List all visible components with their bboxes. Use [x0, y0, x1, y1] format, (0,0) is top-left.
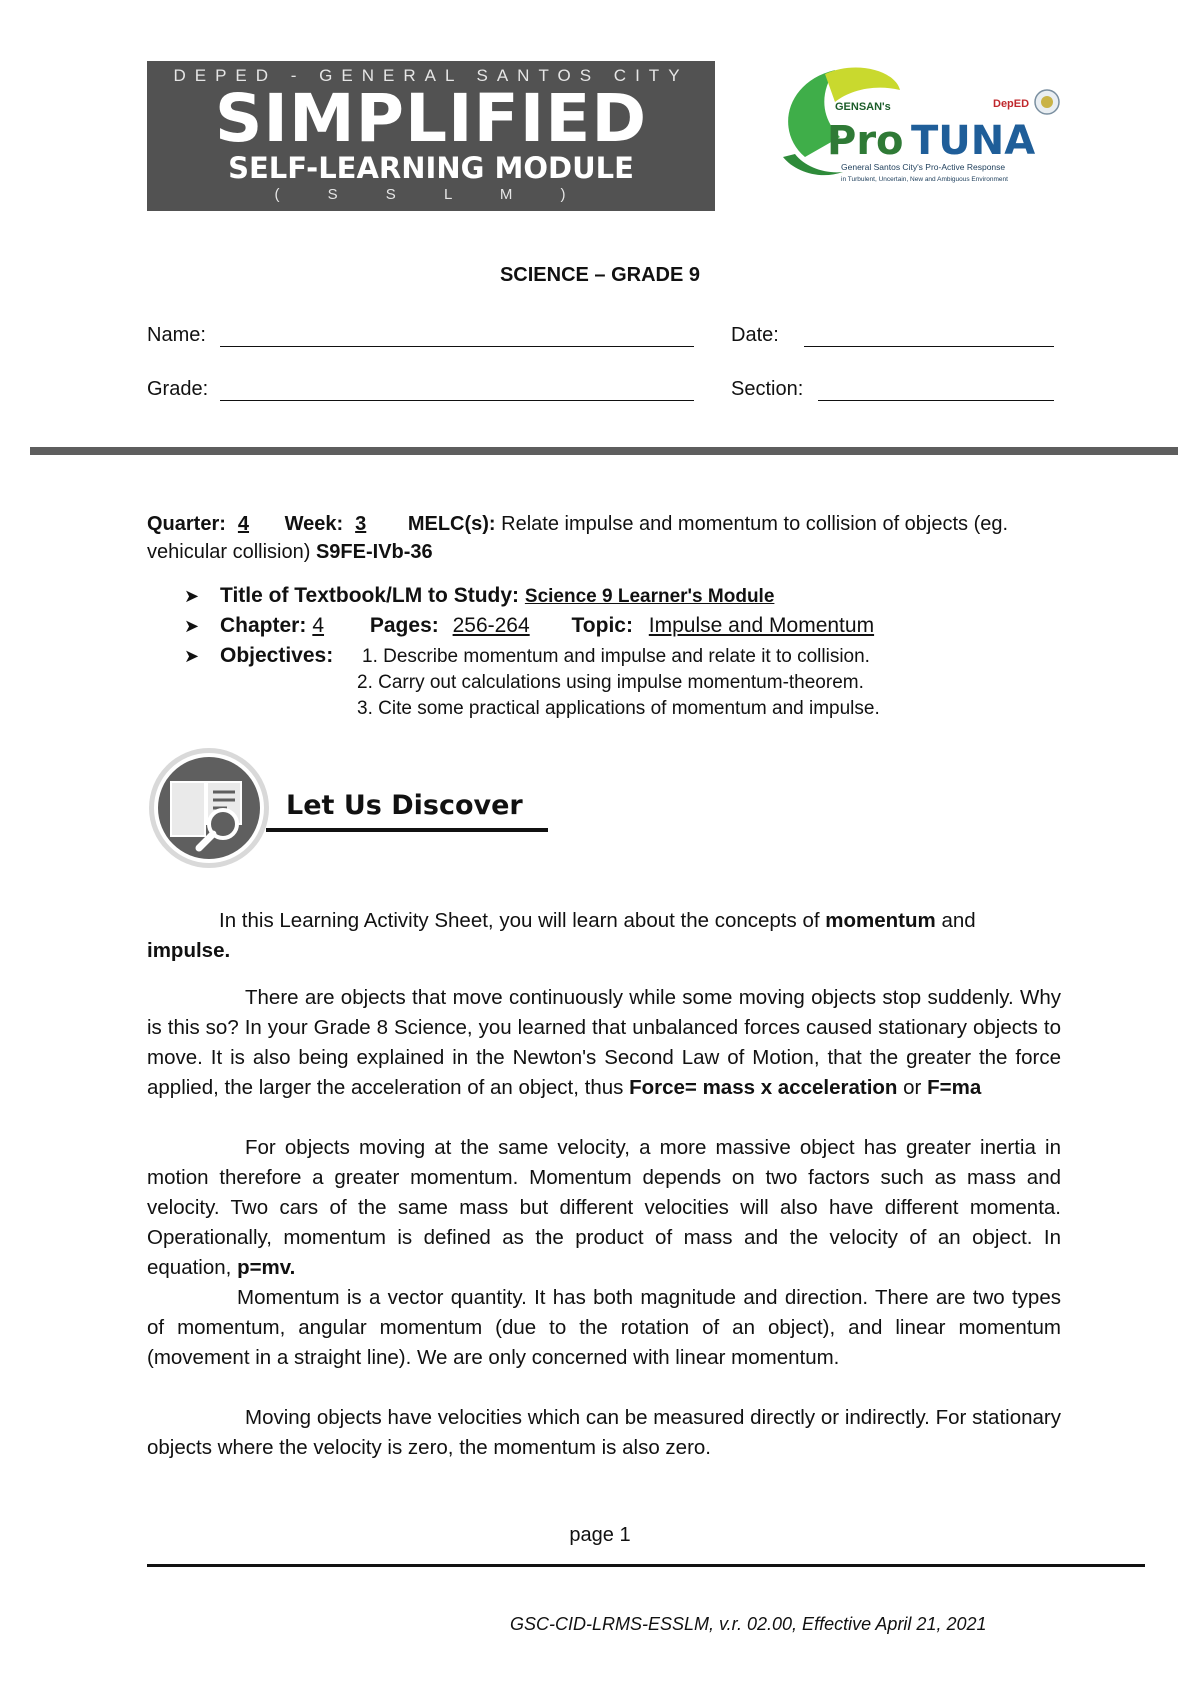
melc-code: S9FE-IVb-36 [315, 541, 433, 563]
arrow-bullet-icon: ➤ [184, 586, 200, 606]
pages-label: Pages: [369, 614, 439, 637]
paragraph-1 [147, 983, 1061, 1103]
logo-tuna: TUNA [911, 118, 1036, 164]
pages-value: 256-264 [452, 614, 530, 637]
paragraph-2-bold: p=mv. [237, 1256, 296, 1279]
paragraph-3 [147, 1283, 1061, 1373]
intro-and: and [941, 909, 976, 932]
intro-bold-2: impulse. [147, 939, 231, 962]
protuna-logo [765, 62, 1065, 202]
banner-title: SIMPLIFIED [214, 79, 648, 157]
subject-heading: SCIENCE – GRADE 9 [499, 264, 701, 286]
melc-block [147, 510, 1047, 566]
paragraph-1-or: or [903, 1076, 922, 1099]
paragraph-1-bold-2: F=ma [927, 1076, 982, 1099]
page-number: page 1 [569, 1524, 631, 1546]
paragraph-2 [147, 1133, 1061, 1283]
banner-subtitle: SELF-LEARNING MODULE [228, 150, 634, 185]
module-banner [147, 61, 715, 211]
logo-gensan: GENSAN's [835, 101, 891, 113]
document-code: GSC-CID-LRMS-ESSLM, v.r. 02.00, Effective April 21, 2021 [510, 1614, 987, 1634]
week-label: Week: [284, 513, 344, 535]
logo-deped: DepED [993, 98, 1030, 110]
date-field[interactable] [804, 346, 1054, 347]
section-title: Let Us Discover [286, 790, 523, 821]
topic-label: Topic: [571, 614, 633, 637]
footer-rule [147, 1564, 1145, 1567]
logo-line-1: General Santos City's Pro-Active Response [841, 162, 1006, 172]
paragraph-3-text: Momentum is a vector quantity. It has both magnitude and direction. There are two types of momentum, angular momentum (due to the rotation of an object), and linear momentum (movement in a straight line). We are only concerned with linear momentum. [147, 1286, 1061, 1369]
paragraph-4-text: Moving objects have velocities which can be measured directly or indirectly. For stationary objects where the velocity is zero, the momentum is also zero. [147, 1406, 1061, 1459]
paragraph-4 [147, 1403, 1061, 1463]
banner-division: DEPED - GENERAL SANTOS CITY [173, 65, 689, 85]
paragraph-2-text: For objects moving at the same velocity, a more massive object has greater inertia in motion therefore a greater momentum. Momentum depends on two factors such as mass and velocity. Two cars of the same mass but different velocities will also have different momenta. Operationally, momentum is defined as the product of mass and the velocity of an object. In equation, [147, 1136, 1061, 1279]
chapter-label: Chapter: [220, 614, 307, 637]
objectives-label: Objectives: [220, 644, 334, 667]
section-title-underline [266, 828, 548, 832]
week-value: 3 [355, 513, 367, 535]
intro-bold-1: momentum [825, 909, 936, 932]
intro-text: In this Learning Activity Sheet, you will learn about the concepts of [219, 909, 820, 932]
banner-abbreviation: ( S S L M ) [274, 185, 588, 203]
name-label: Name: [147, 324, 206, 346]
section-label: Section: [731, 378, 804, 400]
grade-label: Grade: [147, 378, 209, 400]
objective-1: 1. Describe momentum and impulse and relate it to collision. [362, 646, 870, 667]
grade-field[interactable] [220, 400, 694, 401]
logo-line-2: in Turbulent, Uncertain, New and Ambiguous Environment [841, 176, 1008, 183]
melc-text: Relate impulse and momentum to collision of objects (eg. vehicular collision) [147, 513, 1009, 563]
objectives-item [184, 641, 333, 671]
divider [30, 447, 1178, 455]
paragraph-1-bold-1: Force= mass x acceleration [629, 1076, 898, 1099]
melc-label: MELC(s): [407, 513, 496, 535]
arrow-bullet-icon: ➤ [184, 616, 200, 636]
name-field[interactable] [220, 346, 694, 347]
textbook-label: Title of Textbook/LM to Study: [220, 584, 520, 607]
objective-2: 2. Carry out calculations using impulse momentum-theorem. [357, 672, 864, 693]
logo-pro: Pro [827, 118, 904, 164]
paragraph-1-text: There are objects that move continuously while some moving objects stop suddenly. Why is this so? In your Grade 8 Science, you learned that unbalanced forces caused stationary objects to move. It is also being explained in the Newton's Second Law of Motion, that the greater the force applied, the larger the acceleration of an object, thus [147, 986, 1061, 1099]
quarter-value: 4 [237, 513, 250, 535]
textbook-value: Science 9 Learner's Module [524, 586, 775, 607]
section-field[interactable] [818, 400, 1054, 401]
textbook-item [184, 581, 774, 612]
book-magnifier-icon [147, 746, 271, 870]
chapter-item [184, 611, 874, 641]
chapter-value: 4 [312, 614, 325, 637]
objective-3: 3. Cite some practical applications of momentum and impulse. [357, 698, 880, 719]
date-label: Date: [731, 324, 779, 346]
quarter-label: Quarter: [147, 513, 226, 535]
arrow-bullet-icon: ➤ [184, 646, 200, 666]
topic-value: Impulse and Momentum [648, 614, 875, 637]
intro-paragraph [147, 906, 1061, 966]
